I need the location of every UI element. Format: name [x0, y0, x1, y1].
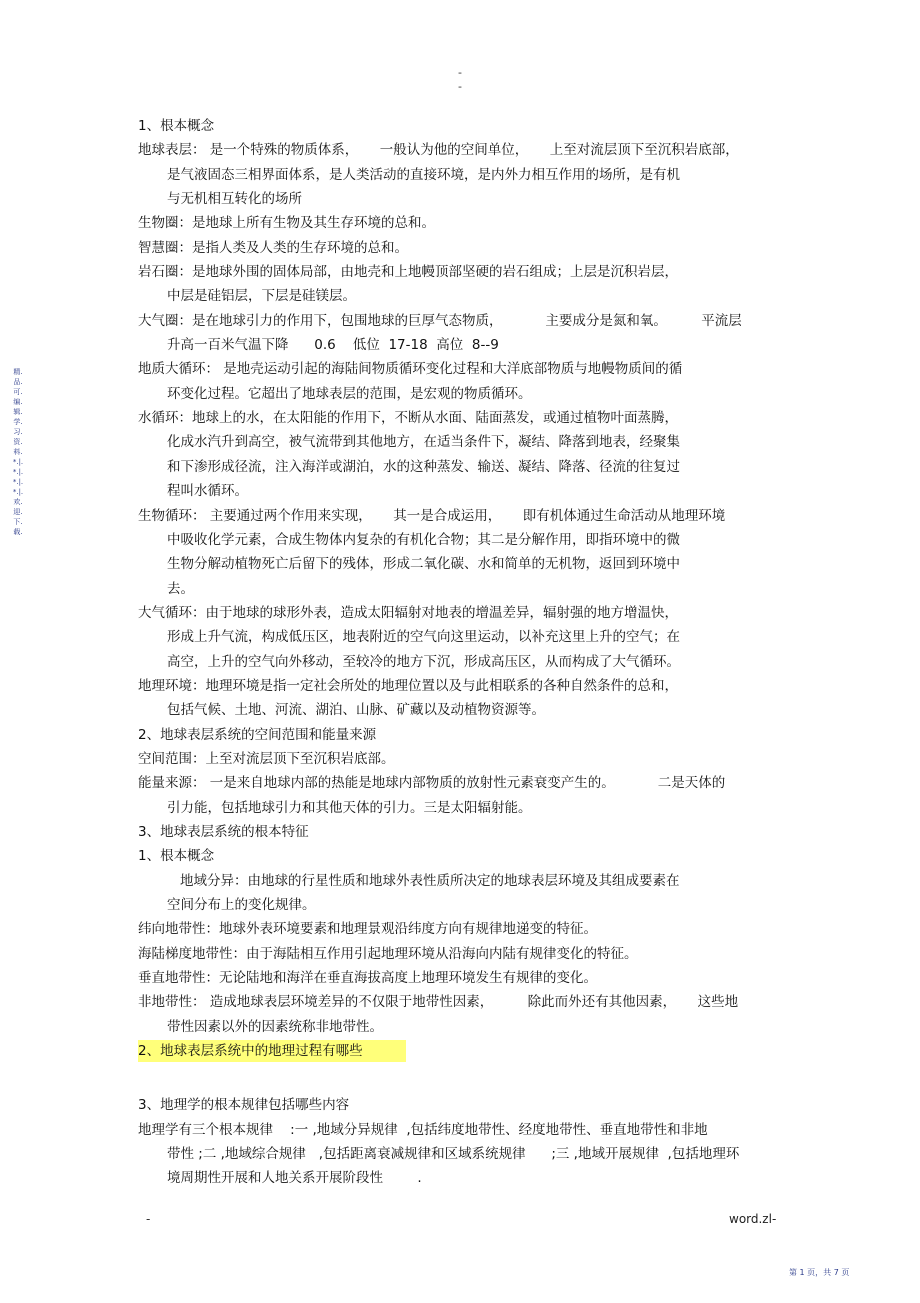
paragraph-line: 地球表层： 是一个特殊的物质体系， 一般认为他的空间单位， 上至对流层顶下至沉积岩底部，: [138, 142, 739, 159]
paragraph-line: 引力能，包括地球引力和其他天体的引力。三是太阳辐射能。: [167, 799, 532, 816]
paragraph-line: 海陆梯度地带性：由于海陆相互作用引起地理环境从沿海向内陆有规律变化的特征。: [138, 945, 638, 962]
page-number: 第 1 页，共 7 页: [789, 1268, 850, 1277]
header-mark-2: -: [458, 80, 462, 93]
paragraph-line: 大气圈：是在地球引力的作用下，包围地球的巨厚气态物质， 主要成分是氮和氧。 平流层: [138, 312, 742, 329]
header-mark-1: -: [458, 66, 462, 79]
paragraph-line: 是气液固态三相界面体系，是人类活动的直接环境，是内外力相互作用的场所，是有机: [167, 166, 680, 183]
paragraph-line: 升高一百米气温下降 0.6 低位 17-18 高位 8--9: [167, 337, 499, 354]
paragraph-line: 与无机相互转化的场所: [167, 191, 302, 208]
spacer: [138, 1063, 788, 1093]
footer-right-text: word.zl-: [729, 1212, 777, 1226]
paragraph-line: 包括气候、土地、河流、湖泊、山脉、矿藏以及动植物资源等。: [167, 702, 545, 719]
section-heading: 3、地球表层系统的根本特征: [138, 823, 309, 840]
highlighted-heading: [138, 1039, 788, 1063]
paragraph-line: 空间范围：上至对流层顶下至沉积岩底部。: [138, 750, 395, 767]
paragraph-line: 高空，上升的空气向外移动，至较冷的地方下沉，形成高压区，从而构成了大气循环。: [167, 653, 680, 670]
paragraph-line: 能量来源： 一是来自地球内部的热能是地球内部物质的放射性元素衰变产生的。 二是天体的: [138, 775, 726, 792]
paragraph-line: 地域分异：由地球的行星性质和地球外表性质所决定的地球表层环境及其组成要素在: [180, 872, 680, 889]
paragraph-line: 去。: [167, 580, 194, 597]
highlighted-heading-text: 2、地球表层系统中的地理过程有哪些: [138, 1040, 406, 1062]
paragraph-line: 带性因素以外的因素统称非地带性。: [167, 1018, 383, 1035]
paragraph-line: 中吸收化学元素，合成生物体内复杂的有机化合物；其二是分解作用，即指环境中的微: [167, 531, 680, 548]
section-heading: 2、地球表层系统的空间范围和能量来源: [138, 726, 377, 743]
sidebar-watermark: 精.品.可.编.辑.学.习.资.料.*.|.*.|.*.|.*.|.欢.迎.下.载.: [12, 368, 24, 536]
paragraph-line: 智慧圈：是指人类及人类的生存环境的总和。: [138, 239, 408, 256]
paragraph-line: 地质大循环： 是地壳运动引起的海陆间物质循环变化过程和大洋底部物质与地幔物质间的循: [138, 361, 683, 378]
document-body: [138, 114, 788, 1191]
paragraph-line: 非地带性： 造成地球表层环境差异的不仅限于地带性因素， 除此而外还有其他因素， 这些地: [138, 994, 739, 1011]
paragraph-line: 生物循环： 主要通过两个作用来实现， 其一是合成运用， 即有机体通过生命活动从地理环境: [138, 507, 726, 524]
paragraph-line: 形成上升气流，构成低压区，地表附近的空气向这里运动，以补充这里上升的空气；在: [167, 629, 680, 646]
paragraph-line: 空间分布上的变化规律。: [167, 897, 316, 913]
paragraph-line: 岩石圈：是地球外围的固体局部，由地壳和上地幔顶部坚硬的岩石组成；上层是沉积岩层，: [138, 264, 678, 281]
section-heading: 1、根本概念: [138, 118, 215, 134]
paragraph-line: 垂直地带性：无论陆地和海洋在垂直海拔高度上地理环境发生有规律的变化。: [138, 970, 597, 987]
paragraph-line: 地理环境：地理环境是指一定社会所处的地理位置以及与此相联系的各种自然条件的总和，: [138, 677, 678, 694]
paragraph-line: 地理学有三个根本规律 :一 ,地域分异规律 ,包括纬度地带性、经度地带性、垂直地带性和非地: [138, 1121, 708, 1138]
paragraph-line: 生物分解动植物死亡后留下的残体，形成二氧化碳、水和简单的无机物，返回到环境中: [167, 556, 680, 573]
paragraph-line: 生物圈：是地球上所有生物及其生存环境的总和。: [138, 215, 435, 232]
paragraph-line: 大气循环：由于地球的球形外表，造成太阳辐射对地表的增温差异，辐射强的地方增温快，: [138, 604, 678, 621]
section-heading: 1、根本概念: [138, 848, 215, 865]
footer-left-mark: -: [146, 1212, 151, 1226]
paragraph-line: 境周期性开展和人地关系开展阶段性 .: [167, 1170, 422, 1187]
paragraph-line: 水循环：地球上的水，在太阳能的作用下，不断从水面、陆面蒸发，或通过植物叶面蒸腾，: [138, 410, 678, 427]
paragraph-line: 带性 ;二 ,地域综合规律 ,包括距离衰减规律和区域系统规律 ;三 ,地域开展规律 ,包括地理环: [167, 1146, 740, 1163]
paragraph-line: 纬向地带性：地球外表环境要素和地理景观沿纬度方向有规律地递变的特征。: [138, 921, 597, 938]
paragraph-line: 环变化过程。它超出了地球表层的范围，是宏观的物质循环。: [167, 385, 532, 402]
paragraph-line: 化成水汽升到高空，被气流带到其他地方，在适当条件下，凝结、降落到地表，经聚集: [167, 434, 680, 451]
section-heading: 3、地理学的根本规律包括哪些内容: [138, 1097, 350, 1114]
paragraph-line: 和下渗形成径流，注入海洋或湖泊，水的这种蒸发、输送、凝结、降落、径流的往复过: [167, 458, 680, 475]
paragraph-line: 程叫水循环。: [167, 483, 248, 500]
paragraph-line: 中层是硅铝层，下层是硅镁层。: [167, 288, 356, 305]
